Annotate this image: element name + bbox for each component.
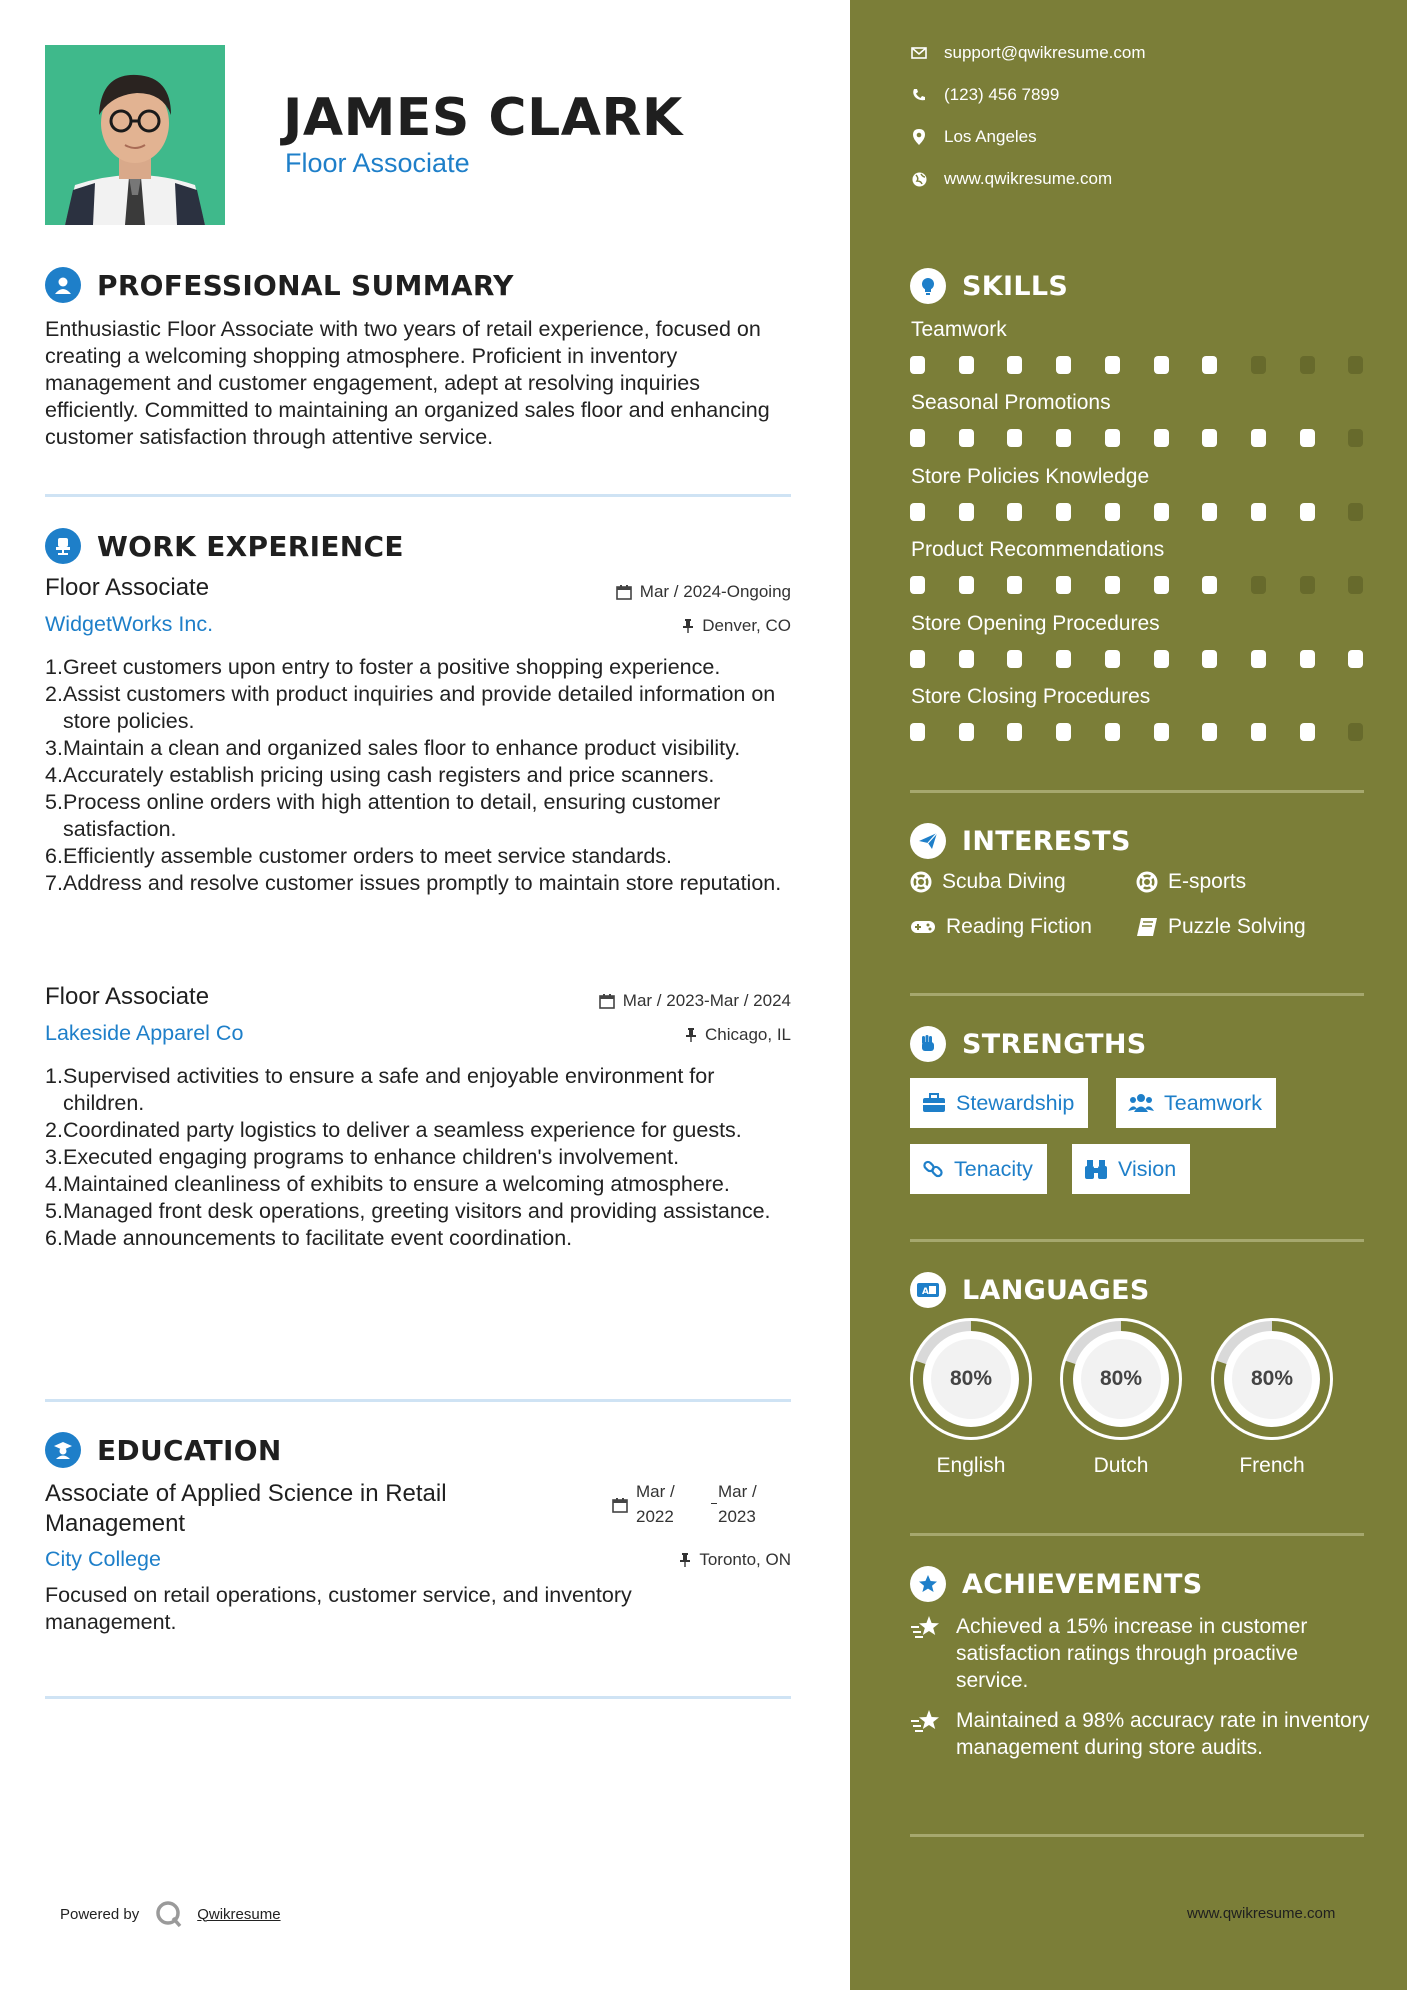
qwikresume-logo-icon	[155, 1900, 183, 1928]
skill-dot	[959, 429, 974, 447]
skill-dot	[1154, 576, 1169, 594]
achievement-item: Maintained a 98% accuracy rate in inventory management during store audits.	[910, 1707, 1370, 1761]
lightbulb-icon	[910, 268, 946, 304]
qwikresume-link[interactable]: Qwikresume	[197, 1905, 281, 1923]
chair-icon	[45, 528, 81, 564]
users-icon	[1128, 1093, 1154, 1113]
language-name: French	[1239, 1454, 1305, 1477]
section-divider	[910, 1834, 1364, 1837]
skill-dot	[1105, 576, 1120, 594]
job-company: Lakeside Apparel Co	[45, 1021, 244, 1045]
contact-website[interactable]: www.qwikresume.com	[910, 169, 1112, 189]
job-title: Floor Associate	[45, 983, 210, 1010]
section-divider	[910, 1533, 1364, 1536]
contact-location: Los Angeles	[910, 127, 1037, 147]
skills-header	[910, 268, 1068, 304]
envelope-icon	[910, 47, 928, 59]
shooting-star-icon	[910, 1709, 942, 1761]
skill-level-bar	[910, 723, 1366, 741]
job-location	[685, 1025, 791, 1045]
skill-dot	[1348, 576, 1363, 594]
language-item	[910, 1318, 1032, 1478]
pin-icon	[679, 1552, 691, 1568]
contact-email[interactable]: support@qwikresume.com	[910, 43, 1146, 63]
list-item: 3. Maintain a clean and organized sales floor to enhance product visibility.	[45, 736, 741, 760]
achievement-item: Achieved a 15% increase in customer satisfaction ratings through proactive service.	[910, 1613, 1370, 1694]
user-icon	[45, 267, 81, 303]
strengths-header	[910, 1026, 1147, 1062]
skill-dot	[1105, 650, 1120, 668]
skill-name: Store Opening Procedures	[911, 611, 1160, 635]
languages-header	[910, 1272, 1150, 1308]
skill-dot	[910, 503, 925, 521]
strength-badge: Tenacity	[910, 1144, 1047, 1194]
map-marker-icon	[910, 129, 928, 145]
skill-dot	[1007, 723, 1022, 741]
shooting-star-icon	[910, 1615, 942, 1694]
sidebar	[850, 0, 1407, 1990]
job-location-text: Chicago, IL	[705, 1025, 791, 1044]
language-percent: 80%	[1099, 1367, 1143, 1390]
skill-dot	[959, 503, 974, 521]
experience-header	[45, 528, 404, 564]
skill-dot	[1056, 356, 1071, 374]
skill-dot	[1007, 503, 1022, 521]
skill-dot	[1154, 356, 1169, 374]
skill-dot	[1348, 723, 1363, 741]
interests-header	[910, 823, 1131, 859]
job-date-text: Mar / 2023-Mar / 2024	[622, 991, 791, 1010]
phone-icon	[910, 88, 928, 102]
profile-photo	[45, 45, 225, 225]
skill-dot	[959, 650, 974, 668]
list-item: 5. Managed front desk operations, greeting visitors and providing assistance.	[45, 1199, 771, 1223]
summary-text: Enthusiastic Floor Associate with two years of retail experience, focused on creating a welcoming shopping atmosphere. Proficient in inventory management and customer engagement, adept at resolving inquiries efficiently. Committed to maintaining an organized sales floor and enhancing customer satisfaction through attentive service.	[45, 317, 770, 449]
translate-icon	[910, 1272, 946, 1308]
job-title: Floor Associate	[45, 574, 210, 601]
skill-dot	[910, 576, 925, 594]
skill-dot	[1251, 356, 1266, 374]
skill-dot	[910, 429, 925, 447]
list-item: 1. Greet customers upon entry to foster a positive shopping experience.	[45, 655, 721, 679]
list-item: 6. Made announcements to facilitate event coordination.	[45, 1226, 573, 1250]
skill-dot	[1300, 356, 1315, 374]
language-item	[1060, 1318, 1182, 1478]
language-name: Dutch	[1093, 1454, 1149, 1477]
interest-item: Reading Fiction	[910, 915, 1092, 939]
powered-by-label: Powered by	[60, 1905, 140, 1923]
skill-dot	[1251, 503, 1266, 521]
language-gauge	[1211, 1318, 1333, 1440]
skill-name: Teamwork	[911, 318, 1007, 341]
powered-by	[60, 1900, 281, 1928]
skill-dot	[1105, 429, 1120, 447]
skill-dot	[1154, 503, 1169, 521]
job-duties	[45, 654, 795, 897]
skill-dot	[1056, 503, 1071, 521]
skill-dot	[1056, 429, 1071, 447]
section-divider	[45, 494, 791, 497]
skill-dot	[1154, 650, 1169, 668]
interest-item: Scuba Diving	[910, 870, 1066, 894]
briefcase-icon	[922, 1093, 946, 1113]
job-duties	[45, 1063, 795, 1252]
skills-title: SKILLS	[962, 270, 1069, 302]
skill-dot	[1300, 429, 1315, 447]
job-date	[616, 582, 791, 602]
skill-dot	[1348, 650, 1363, 668]
experience-title: WORK EXPERIENCE	[97, 529, 404, 563]
calendar-icon	[612, 1497, 628, 1513]
list-item: 7. Address and resolve customer issues promptly to maintain store reputation.	[45, 871, 782, 895]
skill-dot	[1105, 723, 1120, 741]
interest-item: E-sports	[1136, 870, 1246, 894]
language-percent: 80%	[949, 1367, 993, 1390]
job-date	[599, 991, 791, 1011]
binoculars-icon	[1084, 1158, 1108, 1180]
skill-dot	[1202, 503, 1217, 521]
degree-title: Associate of Applied Science in Retail Management	[45, 1480, 447, 1537]
skill-dot	[1348, 356, 1363, 374]
calendar-icon	[599, 993, 615, 1009]
skill-dot	[910, 356, 925, 374]
fist-icon	[910, 1026, 946, 1062]
skill-level-bar	[910, 576, 1366, 594]
edu-end-date: Mar / 2023	[718, 1482, 757, 1526]
skill-dot	[1202, 429, 1217, 447]
skill-dot	[959, 356, 974, 374]
skill-level-bar	[910, 429, 1366, 447]
skill-dot	[1251, 650, 1266, 668]
achievements-header	[910, 1566, 1203, 1602]
skill-dot	[1056, 650, 1071, 668]
school-location-text: Toronto, ON	[699, 1550, 791, 1569]
graduate-icon	[45, 1432, 81, 1468]
skill-level-bar	[910, 503, 1366, 521]
skill-dot	[1300, 650, 1315, 668]
skill-name: Seasonal Promotions	[911, 391, 1111, 415]
contact-phone[interactable]: (123) 456 7899	[910, 85, 1059, 105]
list-item: 4. Maintained cleanliness of exhibits to ensure a welcoming atmosphere.	[45, 1172, 730, 1196]
list-item: 2. Coordinated party logistics to deliver a seamless experience for guests.	[45, 1118, 742, 1142]
star-badge-icon	[910, 1566, 946, 1602]
footer-website[interactable]: www.qwikresume.com	[1187, 1905, 1336, 1922]
skill-dot	[1202, 356, 1217, 374]
language-percent: 80%	[1250, 1367, 1294, 1390]
skill-dot	[959, 576, 974, 594]
skill-dot	[910, 650, 925, 668]
skill-dot	[1251, 576, 1266, 594]
pin-icon	[685, 1027, 697, 1043]
book-icon	[1136, 917, 1158, 937]
section-divider	[910, 993, 1364, 996]
section-divider	[45, 1696, 791, 1699]
skill-dot	[959, 723, 974, 741]
lifebuoy-icon	[910, 871, 932, 893]
skill-dot	[1105, 503, 1120, 521]
skill-dot	[1251, 723, 1266, 741]
paper-plane-icon	[910, 823, 946, 859]
education-description: Focused on retail operations, customer service, and inventory management.	[45, 1583, 632, 1634]
calendar-icon	[616, 584, 632, 600]
skill-dot	[1348, 429, 1363, 447]
skill-name: Store Closing Procedures	[911, 685, 1151, 708]
education-title: EDUCATION	[97, 1433, 282, 1467]
skill-dot	[1154, 429, 1169, 447]
date-separator	[711, 1503, 717, 1504]
candidate-name: JAMES CLARK	[283, 88, 683, 148]
globe-icon	[910, 172, 928, 187]
skill-level-bar	[910, 650, 1366, 668]
language-name: English	[936, 1454, 1006, 1477]
skill-name: Product Recommendations	[911, 538, 1165, 562]
job-date-text: Mar / 2024-Ongoing	[639, 582, 791, 601]
skill-dot	[1300, 723, 1315, 741]
skill-dot	[1154, 723, 1169, 741]
interest-item: Puzzle Solving	[1136, 915, 1306, 939]
skill-dot	[1105, 356, 1120, 374]
section-divider	[910, 1239, 1364, 1242]
skill-dot	[1056, 723, 1071, 741]
link-icon	[922, 1158, 944, 1180]
summary-header	[45, 267, 514, 303]
skill-dot	[910, 723, 925, 741]
skill-dot	[1251, 429, 1266, 447]
list-item: 6. Efficiently assemble customer orders to meet service standards.	[45, 844, 673, 868]
skill-dot	[1056, 576, 1071, 594]
skill-dot	[1007, 576, 1022, 594]
language-gauge	[1060, 1318, 1182, 1440]
education-header	[45, 1432, 282, 1468]
skill-dot	[1007, 650, 1022, 668]
job-company: WidgetWorks Inc.	[45, 612, 214, 636]
summary-title: PROFESSIONAL SUMMARY	[97, 268, 514, 302]
languages-title: LANGUAGES	[962, 1274, 1150, 1306]
section-divider	[45, 1399, 791, 1402]
lifebuoy-icon	[1136, 871, 1158, 893]
language-item	[1211, 1318, 1333, 1478]
skill-name: Store Policies Knowledge	[911, 464, 1150, 488]
edu-start-date: Mar / 2022	[636, 1482, 675, 1526]
strength-badge: Stewardship	[910, 1078, 1088, 1128]
skill-dot	[1202, 723, 1217, 741]
skill-dot	[1202, 650, 1217, 668]
skill-level-bar	[910, 356, 1366, 374]
job-location	[682, 616, 791, 636]
list-item: 5. Process online orders with high attention to detail, ensuring customer satisfaction.	[45, 790, 721, 841]
job-location-text: Denver, CO	[702, 616, 791, 635]
list-item: 3. Executed engaging programs to enhance children's involvement.	[45, 1145, 680, 1169]
skill-dot	[1300, 503, 1315, 521]
pin-icon	[682, 618, 694, 634]
candidate-title: Floor Associate	[285, 148, 470, 178]
strength-badge: Vision	[1072, 1144, 1190, 1194]
language-gauge	[910, 1318, 1032, 1440]
section-divider	[910, 790, 1364, 793]
school-location	[679, 1550, 791, 1570]
skill-dot	[1348, 503, 1363, 521]
gamepad-icon	[910, 918, 936, 936]
strength-badge: Teamwork	[1116, 1078, 1276, 1128]
achievements-title: ACHIEVEMENTS	[962, 1568, 1203, 1600]
skill-dot	[1202, 576, 1217, 594]
skill-dot	[1300, 576, 1315, 594]
strengths-title: STRENGTHS	[962, 1028, 1147, 1060]
list-item: 1. Supervised activities to ensure a safe and enjoyable environment for children.	[45, 1064, 715, 1115]
list-item: 2. Assist customers with product inquiries and provide detailed information on store policies.	[45, 682, 776, 733]
skill-dot	[1007, 429, 1022, 447]
skill-dot	[1007, 356, 1022, 374]
school-name: City College	[45, 1547, 161, 1571]
interests-title: INTERESTS	[962, 825, 1131, 857]
svg-text:A: A	[922, 1287, 929, 1297]
list-item: 4. Accurately establish pricing using cash registers and price scanners.	[45, 763, 715, 787]
